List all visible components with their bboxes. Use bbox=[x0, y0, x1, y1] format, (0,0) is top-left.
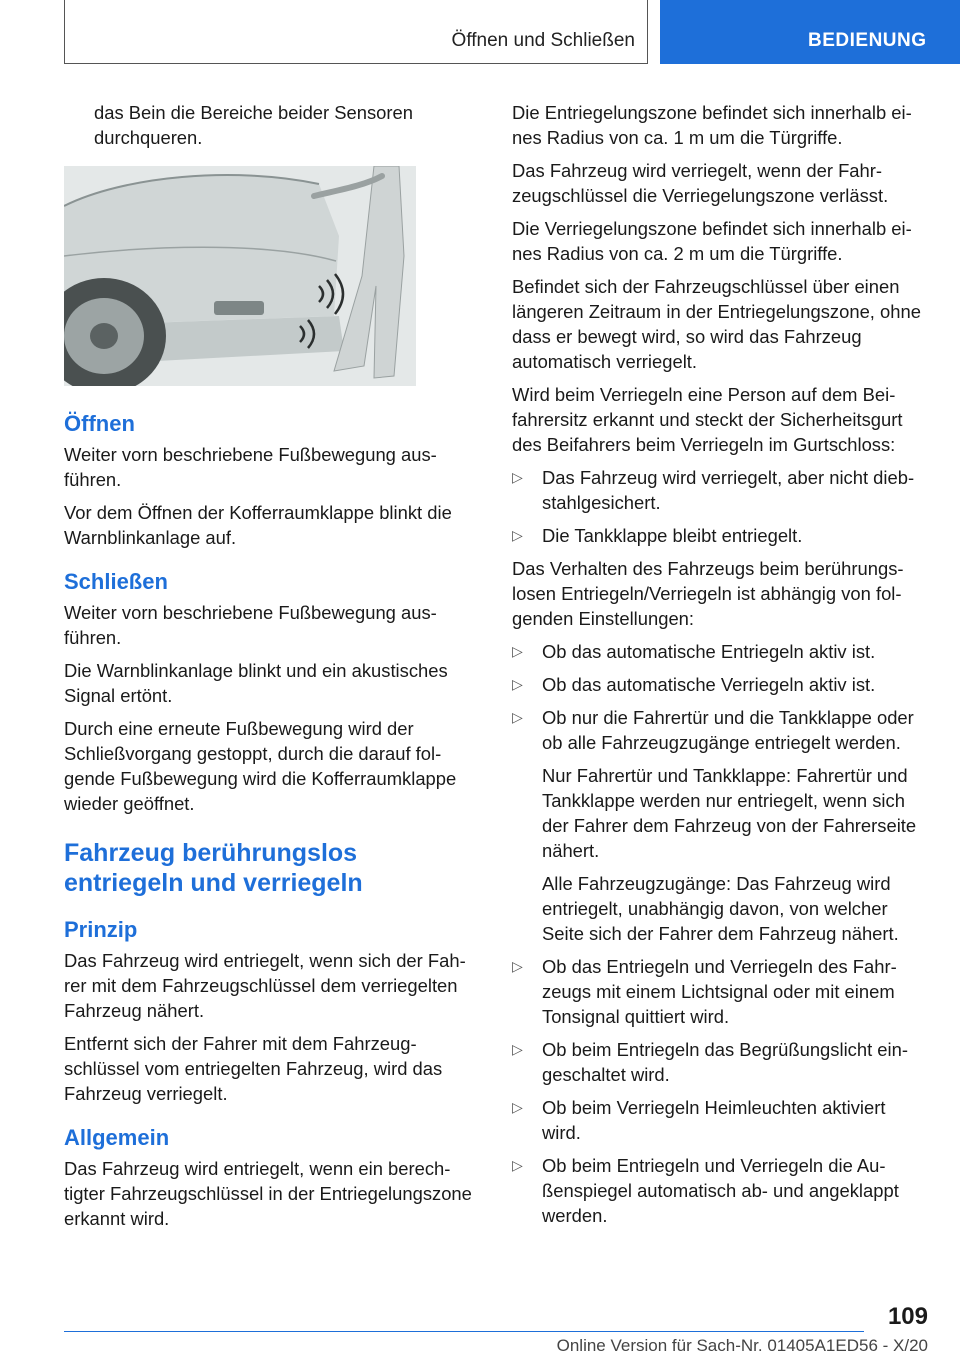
right-column bbox=[512, 100, 928, 1236]
heading-oeffnen: Öffnen bbox=[64, 411, 135, 436]
illustration-kick-sensor bbox=[64, 166, 416, 386]
allgemein-paragraph-1: Das Fahrzeug wird entriegelt, wenn ein berechtigter Fahrzeugschlüssel in der Entriegelungszone erkannt wird. bbox=[64, 1158, 472, 1229]
footer-divider bbox=[64, 1331, 864, 1332]
triangle-right-icon: ▷ bbox=[512, 1099, 523, 1115]
header-section-title: Öffnen und Schließen bbox=[451, 30, 635, 51]
right-paragraph-5: Wird beim Verriegeln eine Person auf dem Beifahrersitz erkannt und steckt der Sicherheitsgurt des Beifahrers beim Verriegeln im Gurtschloss: bbox=[512, 384, 903, 455]
list-item: ▷ Ob das Entriegeln und Verriegeln des Fahrzeugs mit einem Lichtsignal oder mit einem Tonsignal quittiert wird. bbox=[512, 956, 897, 1027]
intro-paragraph: das Bein die Bereiche beider Sensoren durchqueren. bbox=[94, 102, 413, 148]
list-item: ▷ Ob beim Entriegeln und Verriegeln die Außenspiegel automatisch ab- und angeklappt werden. bbox=[512, 1155, 899, 1226]
header-chapter-box bbox=[660, 0, 960, 64]
oeffnen-paragraph-2: Vor dem Öffnen der Kofferraumklappe blinkt die Warnblinkanlage auf. bbox=[64, 502, 452, 548]
heading-prinzip: Prinzip bbox=[64, 917, 138, 942]
triangle-right-icon: ▷ bbox=[512, 469, 523, 485]
triangle-right-icon: ▷ bbox=[512, 643, 523, 659]
car-rear-illustration bbox=[64, 166, 416, 386]
prinzip-paragraph-2: Entfernt sich der Fahrer mit dem Fahrzeugschlüssel vom entriegelten Fahrzeug, wird das Fahrzeug verriegelt. bbox=[64, 1033, 443, 1104]
triangle-right-icon: ▷ bbox=[512, 1157, 523, 1173]
list-item: ▷ Ob beim Verriegeln Heimleuchten aktiviert wird. bbox=[512, 1097, 886, 1143]
triangle-right-icon: ▷ bbox=[512, 527, 523, 543]
left-column bbox=[64, 100, 480, 1239]
right-paragraph-3: Die Verriegelungszone befindet sich innerhalb eines Radius von ca. 2 m um die Türgriffe. bbox=[512, 218, 912, 264]
list-item: ▷ Die Tankklappe bleibt entriegelt. bbox=[512, 525, 803, 546]
right-paragraph-1: Die Entriegelungszone befindet sich innerhalb eines Radius von ca. 1 m um die Türgriffe. bbox=[512, 102, 912, 148]
sub-paragraph-1: Nur Fahrertür und Tankklappe: Fahrertür und Tankklappe werden nur entriegelt, wenn sich der Fahrer dem Fahrzeug von der Fahrerseite nähert. bbox=[542, 765, 917, 861]
list-item: ▷ Ob beim Entriegeln das Begrüßungslicht eingeschaltet wird. bbox=[512, 1039, 908, 1085]
right-paragraph-4: Befindet sich der Fahrzeugschlüssel über einen längeren Zeitraum in der Entriegelungszone, ohne dass er bewegt wird, so wird das Fahrzeug automatisch verriegelt. bbox=[512, 276, 921, 372]
triangle-right-icon: ▷ bbox=[512, 958, 523, 974]
header-chapter-title: BEDIENUNG bbox=[808, 30, 927, 51]
page-header bbox=[0, 0, 960, 66]
triangle-right-icon: ▷ bbox=[512, 709, 523, 725]
triangle-right-icon: ▷ bbox=[512, 1041, 523, 1057]
header-section-box bbox=[64, 0, 648, 64]
triangle-right-icon: ▷ bbox=[512, 676, 523, 692]
list-item: ▷ Das Fahrzeug wird verriegelt, aber nicht diebstahlgesichert. bbox=[512, 467, 915, 513]
page-number: 109 bbox=[887, 1303, 928, 1330]
footer-online-version: Online Version für Sach-Nr. 01405A1ED56 - X/20 bbox=[556, 1336, 928, 1355]
oeffnen-paragraph-1: Weiter vorn beschriebene Fußbewegung ausführen. bbox=[64, 444, 437, 490]
schliessen-paragraph-3: Durch eine erneute Fußbewegung wird der Schließvorgang gestoppt, durch die darauf folgende Fußbewegung wird die Kofferraumklappe wieder geöffnet. bbox=[64, 718, 457, 814]
list-item: ▷ Ob das automatische Verriegeln aktiv ist. bbox=[512, 674, 876, 695]
sub-paragraph-2: Alle Fahrzeugzugänge: Das Fahrzeug wird entriegelt, unabhängig davon, von welcher Seite sich der Fahrer dem Fahrzeug nähert. bbox=[542, 873, 899, 944]
list-item: ▷ Ob das automatische Entriegeln aktiv ist. bbox=[512, 641, 876, 662]
right-paragraph-2: Das Fahrzeug wird verriegelt, wenn der Fahrzeugschlüssel die Verriegelungszone verlässt. bbox=[512, 160, 889, 206]
heading-schliessen: Schließen bbox=[64, 569, 168, 594]
heading-main-section: Fahrzeug berührungslos entriegeln und verriegeln bbox=[64, 839, 363, 897]
prinzip-paragraph-1: Das Fahrzeug wird entriegelt, wenn sich der Fahrer mit dem Fahrzeugschlüssel dem verriegelten Fahrzeug nähert. bbox=[64, 950, 466, 1021]
schliessen-paragraph-2: Die Warnblinkanlage blinkt und ein akustisches Signal ertönt. bbox=[64, 660, 448, 706]
heading-allgemein: Allgemein bbox=[64, 1125, 170, 1150]
list-item: ▷ Ob nur die Fahrertür und die Tankklappe oder ob alle Fahrzeugzugänge entriegelt werden. bbox=[512, 707, 914, 753]
right-paragraph-6: Das Verhalten des Fahrzeugs beim berührungslosen Entriegeln/Verriegeln ist abhängig von folgenden Einstellungen: bbox=[512, 558, 904, 629]
schliessen-paragraph-1: Weiter vorn beschriebene Fußbewegung ausführen. bbox=[64, 602, 437, 648]
